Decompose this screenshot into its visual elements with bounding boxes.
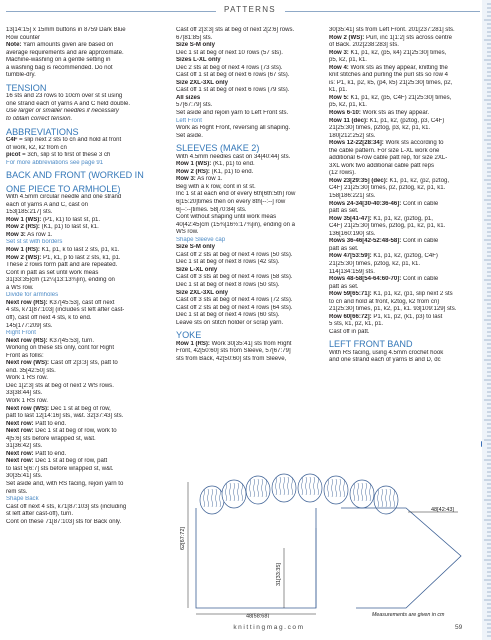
text-line: 40[42:45]cm (15¾[16½:17¾]in), ending on a <box>176 221 296 228</box>
text-line: With 4.5mm needles cast on 34[40:44] sts. <box>176 153 291 160</box>
body-outline <box>196 508 316 608</box>
text-line: Cast off 3 sts at beg of next 4 rows (58 sts). <box>176 274 293 281</box>
text-line: Rows 12-22[28:34]: Work sts according to <box>329 140 444 147</box>
text-line: 6[15:20]times then on every 8th[--:--] row <box>176 198 286 205</box>
text-line: Next row (WS): Dec 1 st at beg of row, <box>6 405 111 412</box>
body-height-label: 31[33:35] <box>276 563 282 586</box>
text-line: 13[14:15] x 15mm buttons in 8759 Dark Blue <box>6 27 126 33</box>
text-line: Size 2XL-3XL only <box>176 289 228 296</box>
text-line: is: P1, k1, p2, k5, (p4, k5) 21[25:30] times, p2, <box>329 79 453 86</box>
text-line: 67[81:85] sts. <box>176 34 213 41</box>
text-line: 4 sts, k71[87:103] (includes st left after cast- <box>6 307 125 314</box>
text-line: Cont on these 71[87:103] sts for Back only. <box>6 518 122 525</box>
text-line: Next row: Patt to end. <box>6 420 67 427</box>
text-line: 21[25:30] times, p1, k2, p1, k1. 93[109:129] sts. <box>329 306 457 313</box>
text-line: Set aside and, with RS facing, rejoin yarn to <box>6 480 124 487</box>
text-line: 30[35:41] sts from Left Front. 201[237:281] sts. <box>329 27 455 33</box>
text-line: Cont without shaping until work meas <box>176 214 277 221</box>
text-line: of work, k2, k2 from cn <box>6 144 67 151</box>
text-line: Row 4: Work sts as they appear, knitting the <box>329 64 448 71</box>
text-line: 136[160:190] sts. <box>329 230 376 237</box>
text-line: 57[67:79] sts. <box>176 102 213 109</box>
text-line: Dec 1 st at beg of next 8 rows (50 sts). <box>176 282 280 288</box>
subsection-heading: Shape Sleeve cap <box>176 236 226 243</box>
text-line: 31[33:35]cm (12¼[13:13¾]in), ending on <box>6 277 115 284</box>
text-line: Row 2 (RS): (K1, p1) to end. <box>176 168 254 175</box>
text-line: Dec 1 st at beg of next 10 rows (57 sts). <box>176 49 283 56</box>
text-line: 145[177:209] sts. <box>6 322 53 329</box>
text-line: All sizes <box>176 94 201 101</box>
text-line: Row 59[65:71]: K1, p1, k2, (p1, slip next 2 sts <box>329 291 453 298</box>
text-line: Row 3: As row 1. <box>6 231 53 238</box>
text-line: Next row (RS): K37[45:53], cast off next <box>6 299 115 306</box>
subsection-heading: Shape Back <box>6 496 39 503</box>
text-line: p5, k2, p1, k1. <box>329 57 367 64</box>
text-line: tumble-dry. <box>6 72 36 79</box>
text-line: off), cast off next 4 sts, k to end. <box>6 314 92 321</box>
text-line: a washing bag is recommended. Do not <box>6 64 113 71</box>
text-line: Rows 36-46[42-52:48-58]: Cont in cable <box>329 238 439 245</box>
text-line: Cast off 2 sts at beg of next 4 rows (64 sts). <box>176 304 293 311</box>
text-line: Row 47[53:59]: K1, p1, k2, (p2tog, C4F) <box>329 253 438 260</box>
text-line: patt as set. <box>329 283 359 290</box>
text-line: rem sts. <box>6 488 28 495</box>
text-line: Rows 48-58[54-64:60-70]: Cont in cable <box>329 276 439 283</box>
text-line: average requirements and are approximate. <box>6 49 124 56</box>
text-line: end. 35[42:50] sts. <box>6 367 56 374</box>
text-line: 3XL work two additional cable patt reps <box>329 162 434 169</box>
text-line: Row 1 (RS): Work 30[35:41] sts from Right <box>176 340 292 347</box>
text-line: patt to last 12[14:16] sts, w&t. 32[37:43] sts. <box>6 413 124 420</box>
height-label: 62[67:72] <box>180 527 186 550</box>
text-line: Dec 1[2:3] sts at beg of next 2 WS rows. <box>6 382 114 389</box>
section-heading: SLEEVES (MAKE 2) <box>176 143 260 154</box>
text-line: Size L-XL only <box>176 266 218 273</box>
text-line: a WS row. <box>6 284 34 291</box>
text-line: Size S-M only <box>176 244 215 251</box>
subsection-heading: Set st st with borders <box>6 239 63 246</box>
ruler-icon <box>482 0 491 640</box>
section-heading: TENSION <box>6 82 47 93</box>
section-heading: ABBREVIATIONS <box>6 126 79 137</box>
text-line: Cast off 2[3:3] sts at beg of next 2[2:6] rows. <box>176 27 295 33</box>
text-line: Cast off 1 st at beg of next 6 rows (67 sts). <box>176 72 290 79</box>
text-line: Sizes L-XL only <box>176 57 221 64</box>
text-line: k1, p1. <box>329 87 348 94</box>
text-line: Next row: Patt to end. <box>6 450 67 457</box>
text-line: 33[38:44] sts. <box>6 390 43 397</box>
sleeve-width-label: 48[42:43] <box>431 507 454 513</box>
header-rule-left <box>6 11 216 12</box>
page-number: 59 <box>455 624 463 631</box>
text-line: patt as set. <box>329 208 359 215</box>
text-line: Set aside. <box>176 132 203 139</box>
text-line: to cn and hold at front, k2tog, k2 from cn) <box>329 298 440 305</box>
text-line: Note: Yarn amounts given are based on <box>6 42 114 49</box>
text-line: (12 rows). <box>329 170 356 177</box>
text-line: Next row (WS): Cast off 2[3:3] sts, patt to <box>6 360 118 367</box>
subsection-heading: Divide for armholes <box>6 292 59 299</box>
text-line: Work 1 RS row. <box>6 397 48 404</box>
text-line: 5 sts, k1, p2, k1, p1. <box>329 321 384 328</box>
text-line: knit stitches and purling the purl sts so row 4 <box>329 72 448 79</box>
text-line: Cast off in patt. <box>329 328 370 335</box>
footer-url: knittingmag.com <box>233 624 305 631</box>
text-line: Use larger or smaller needles if necessary <box>6 108 119 115</box>
text-line: Cast off 1 st at beg of next 6 rows (79 sts). <box>176 87 290 94</box>
text-line: Machine-washing on a gentle setting in <box>6 57 111 64</box>
text-line: Set aside and rejoin yarn to Left Front sts. <box>176 110 289 117</box>
text-line: Row 2 (WS): P1, k1, p to last 2 sts, k1, p1. <box>6 254 121 261</box>
text-line: Row 3: As row 1. <box>176 176 223 183</box>
text-line: 21[25:30] times, p2tog, k2, p1, k1. <box>329 260 421 267</box>
text-line: p5, k2, p1, k1. <box>329 102 367 109</box>
text-line: Row 2 (RS): (K1, p1) to last st, k1. <box>6 224 99 231</box>
text-line: Work as Right Front, reversing all shaping. <box>176 125 291 132</box>
text-line: With 4.5mm circular needle and one strand <box>6 194 122 201</box>
text-line: Row 1 (WS): (P1, k1) to last st, p1. <box>6 216 101 223</box>
text-line: Next row (RS): K37[45:53], turn. <box>6 337 95 344</box>
sleeve-outline <box>341 508 461 608</box>
text-line: of Back. 202[238:283] sts. <box>329 42 399 49</box>
text-line: Row 1 (WS): (K1, p1) to end. <box>176 161 255 168</box>
text-line: additional 6-row cable patt rep, for size 2XL- <box>329 155 448 162</box>
text-line: 30[35:41] sts. <box>6 473 43 480</box>
text-line: to obtain correct tension. <box>6 115 73 122</box>
text-column-1 <box>6 27 164 526</box>
text-line: 6[--:--]times. 58[70:84] sts. <box>176 206 247 213</box>
text-column-3 <box>329 27 478 365</box>
text-line: Next row: Dec 1 st at beg of row, patt <box>6 458 108 465</box>
section-heading: LEFT FRONT BAND <box>329 339 413 350</box>
text-line: Row 35[41-47]: K1, p1, k2, (p2tog, p1, <box>329 215 433 222</box>
bottom-width-label: 48[58:68] <box>246 613 269 618</box>
text-line: Working on these sts only, cont for Right <box>6 345 114 352</box>
text-line: 31[36:42] sts. <box>6 443 43 450</box>
text-line: Size S-M only <box>176 42 215 49</box>
text-line: Cont in patt as set until work meas <box>6 269 99 276</box>
text-line: C4F) 21[25:30] times, p2tog, p1, k2, p1, k1. <box>329 223 446 230</box>
page-header <box>0 0 491 24</box>
text-line: WS row. <box>176 229 199 236</box>
text-line: 158[186:221] sts. <box>329 193 376 200</box>
text-line: 4[5:6] sts before wrapped st, w&t. <box>6 435 96 442</box>
text-line: 16 sts and 23 rows to 10cm over st st using <box>6 93 123 100</box>
text-line: Size 2XL-3XL only <box>176 79 228 86</box>
text-column-2 <box>176 27 319 363</box>
text-line: Dec 1 st at beg of next 4 rows (60 sts). <box>176 312 280 319</box>
garment-schematic <box>176 468 473 618</box>
text-line: Row 2 (WS): Purl, inc 1[1:2] sts across centre <box>329 34 452 41</box>
text-line: Front, 42[50:60] sts from Sleeve, 57[67:79] <box>176 348 291 355</box>
text-line: Inc 1 st at each end of every 6th[6th:5th] row <box>176 191 296 198</box>
section-heading: ONE PIECE TO ARMHOLE) <box>6 183 121 194</box>
text-line: Next row: Dec 1 st at beg of row, work to <box>6 428 117 435</box>
text-line: C4F = slip next 2 sts to cn and hold at front <box>6 137 122 144</box>
text-line: Dec 2 sts at beg of next 4 rows (73 sts). <box>176 64 283 71</box>
text-line: Rows 24-34[30-40:36-46]: Cont in cable <box>329 200 439 207</box>
text-line: 114[134:159] sts. <box>329 268 375 275</box>
text-line: Row 1 (RS): K1, p1, k to last 2 sts, p1, k1. <box>6 247 120 254</box>
text-line: These 2 rows form patt and are repeated. <box>6 262 118 269</box>
text-line: Rows 6-10: Work sts as they appear. <box>329 110 430 117</box>
text-line: picot = 3ch, slip st to first of these 3 ch <box>6 152 111 159</box>
section-heading: YOKE <box>176 330 202 341</box>
text-line: 180[212:252] sts. <box>329 132 376 139</box>
text-line: 21[25:30] times, p2tog, p3, k2, p1, k1. <box>329 125 431 132</box>
text-line: Work 1 RS row. <box>6 375 48 382</box>
text-line: With RS facing, using 4.5mm crochet hook <box>329 349 444 356</box>
text-line: one strand each of yarns A and C held double. <box>6 100 131 107</box>
text-line: each of yarns A and C, cast on <box>6 201 89 208</box>
text-line: Row 11 (dec): K1, p1, k2, (p2tog, p3, C4F) <box>329 117 445 124</box>
text-line: Row counter <box>6 34 40 41</box>
text-line: Dec 1 st at beg of next 8 rows (42 sts). <box>176 259 280 266</box>
text-line: Row 5: K1, p1, k2, (p5, C4F) 21[25:30] times, <box>329 94 452 101</box>
section-heading: BACK AND FRONT (WORKED IN <box>6 170 144 181</box>
text-line: Leave sts on stitch holder or scrap yarn. <box>176 319 284 326</box>
text-line: to last 5[6:7] sts before wrapped st, w&t. <box>6 465 114 472</box>
text-line: st left after cast-off), turn. <box>6 511 74 518</box>
subsection-heading: For more abbreviations see page 91 <box>6 159 104 166</box>
text-line: Row 23[29:35] (dec): K1, p1, k2, (p2, p2tog, <box>329 177 449 184</box>
text-line: Front as follis: <box>6 352 44 359</box>
text-line: Row 60[66:72]: P1, k1, p2, (k1, p3) to last <box>329 313 443 320</box>
text-line: the cable pattern. For size L-XL work one <box>329 147 440 154</box>
text-line: Row 3: K1, p1, k2, (p5, k4) 21[25:30] times, <box>329 49 447 56</box>
subsection-heading: Right Front <box>6 330 36 337</box>
header-rule-right <box>285 11 480 12</box>
page-footer <box>0 621 491 635</box>
text-line: Cast off 2 sts at beg of next 4 rows (50 sts). <box>176 251 293 258</box>
measurements-note: Measurements are given in cm <box>372 612 445 618</box>
text-line: 153[185:217] sts. <box>6 209 53 216</box>
subsection-heading: Left Front <box>176 117 202 124</box>
text-line: Cast off 3 sts at beg of next 4 rows (72 sts). <box>176 297 293 304</box>
text-line: C4F) 21[25:30] times, p2, p2tog, k2, p1, k1. <box>329 185 446 192</box>
text-line: and one strand each of yarns B and D, dc <box>329 357 441 364</box>
text-line: patt as set. <box>329 245 359 252</box>
section-title: PATTERNS <box>224 5 276 14</box>
text-line: sts from Back, 42[50:60] sts from Sleeve, <box>176 355 287 362</box>
text-line: Cast off next 4 sts, k71[87:103] sts (including <box>6 503 127 510</box>
text-line: Beg with a k row, cont in st st. <box>176 183 256 190</box>
